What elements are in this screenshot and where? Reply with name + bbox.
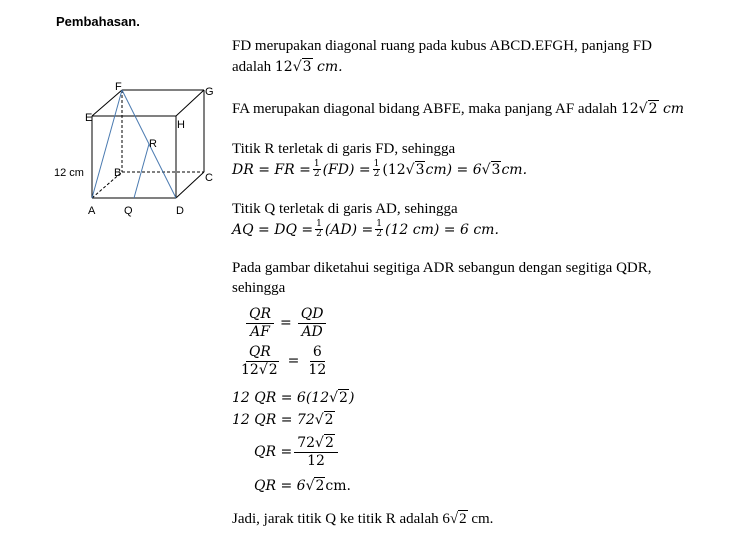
label-Q: Q <box>124 205 133 217</box>
equation-aq: AQ = DQ = $\frac{1}{2}$ (AD) = $\frac{1}{2}$ (12 cm) = 6 cm. <box>232 219 499 240</box>
equation-ratio-1: $\frac{QR}{AF}$ = $\frac{QD}{AD}$ <box>244 307 328 339</box>
half-fraction-4: $\frac{1}{2}$ <box>376 219 383 240</box>
label-G: G <box>205 86 214 98</box>
line-FA <box>92 90 122 198</box>
half-fraction-2: $\frac{1}{2}$ <box>373 159 380 180</box>
paragraph-q: Titik Q terletak di garis AD, sehingga <box>232 201 458 217</box>
p1-value: 12 <box>274 59 293 75</box>
label-B: B <box>114 167 122 179</box>
paragraph-fd-line1: FD merupakan diagonal ruang pada kubus ABCD.EFGH, panjang FD <box>232 38 652 54</box>
edge-GH <box>176 90 204 116</box>
paragraph-similar-1: Pada gambar diketahui segitiga ADR sebangun dengan segitiga QDR, <box>232 260 652 276</box>
dr-mid: (FD) = <box>322 161 371 178</box>
equation-step-5: QR = $\frac{72√2}{12}$ <box>254 436 340 468</box>
conclusion: Jadi, jarak titik Q ke titik R adalah 6√2 cm. <box>232 511 494 527</box>
half-fraction-3: $\frac{1}{2}$ <box>316 219 322 240</box>
p2-value: 12 <box>620 101 639 117</box>
line-QR <box>134 144 149 198</box>
edge-CD <box>176 172 204 198</box>
label-E: E <box>85 112 93 124</box>
heading: Pembahasan. <box>56 14 140 29</box>
half-fraction-1: $\frac{1}{2}$ <box>313 159 320 180</box>
label-C: C <box>205 172 213 184</box>
equation-ratio-2: $\frac{QR}{12√2}$ = $\frac{6}{12}$ <box>241 344 327 378</box>
edge-EF <box>92 90 122 116</box>
equation-step-4: 12 QR = 72 √2 <box>232 412 334 428</box>
equation-dr: DR = FR = $\frac{1}{2}$ (FD) = $\frac{1}{2}$ (12 √3 cm) = 6 √3 cm. <box>232 159 528 180</box>
dr-lhs: DR = FR = <box>232 161 311 178</box>
label-side: 12 cm <box>54 167 84 179</box>
equation-step-3: 12 QR = 6(12 √2 ) <box>232 390 355 406</box>
label-F: F <box>115 81 122 93</box>
label-H: H <box>177 119 185 131</box>
paragraph-similar-2: sehingga <box>232 280 286 296</box>
label-R: R <box>149 138 157 150</box>
equation-step-6: QR = 6 √2 cm. <box>254 478 351 494</box>
paragraph-fa: FA merupakan diagonal bidang ABFE, maka panjang AF adalah 12√2 cm <box>232 101 685 117</box>
p2-unit: cm <box>658 101 685 117</box>
label-A: A <box>88 205 96 217</box>
p2-radicand: 2 <box>648 101 658 117</box>
p1-radicand: 3 <box>302 59 312 75</box>
paragraph-fd-line2: adalah 12√3 cm. <box>232 59 343 75</box>
p2-text: FA merupakan diagonal bidang ABFE, maka panjang AF adalah <box>232 101 621 117</box>
cube-figure <box>50 78 225 223</box>
label-D: D <box>176 205 184 217</box>
p1-prefix: adalah <box>232 59 275 75</box>
paragraph-r: Titik R terletak di garis FD, sehingga <box>232 141 456 157</box>
p1-unit: cm. <box>312 59 343 75</box>
